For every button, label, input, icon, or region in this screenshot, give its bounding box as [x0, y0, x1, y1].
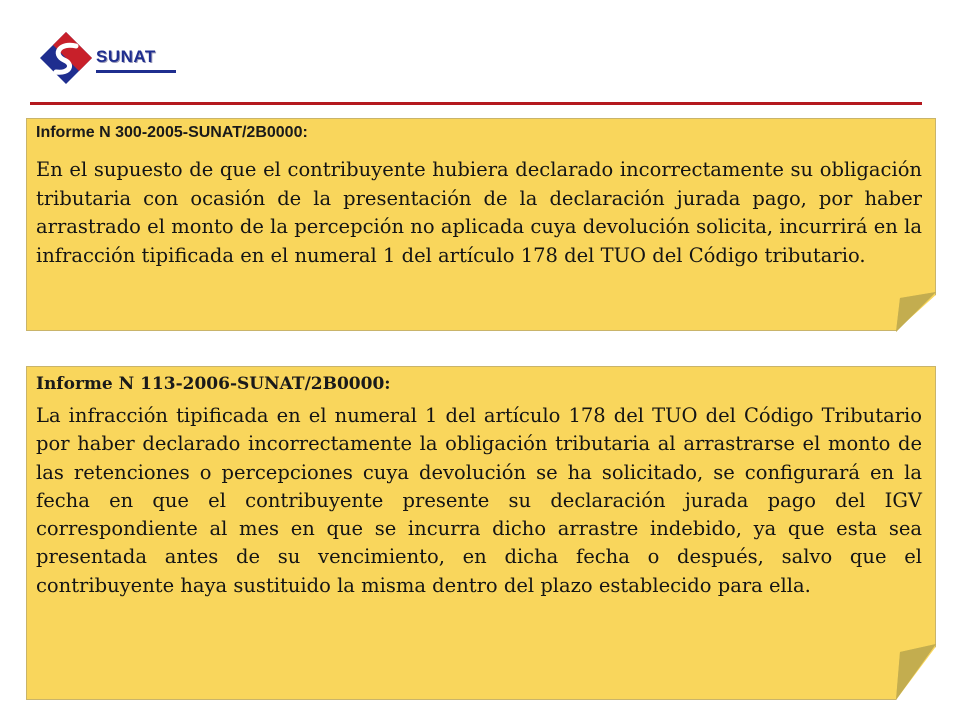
header-divider [30, 102, 922, 105]
note-1-text: En el supuesto de que el contribuyente hubiera declarado incorrectamente su obligación tributaria con ocasión de la presentación de la declaración jurada pago, por haber arrastrado el monto de la percepción no aplicada cuya devolución solicita, incurrirá en la infracción tipificada en el numeral 1 del artículo 178 del TUO del Código tributario. [36, 158, 922, 267]
brand-underline [96, 70, 176, 73]
brand-name: SUNAT [96, 47, 156, 66]
note-2-text: La infracción tipificada en el numeral 1 del artículo 178 del TUO del Código Tributario por haber declarado incorrectamente la obligación tributaria al arrastrarse el monto de las retenciones o percepciones cuya devolución se ha solicitado, se configurará en la fecha en que el contribuyente presente su declaración jurada pago del IGV correspondiente al mes en que se incurra dicho arrastre indebido, ya que esta sea presentada antes de su vencimiento, en dicha fecha o después, salvo que el contribuyente haya sustituido la misma dentro del plazo establecido para ella. [36, 404, 922, 597]
note-2-heading: Informe N 113-2006-SUNAT/2B0000: [36, 374, 391, 394]
sunat-logo-icon [38, 30, 94, 90]
note-1-heading: Informe N 300-2005-SUNAT/2B0000: [36, 124, 308, 141]
